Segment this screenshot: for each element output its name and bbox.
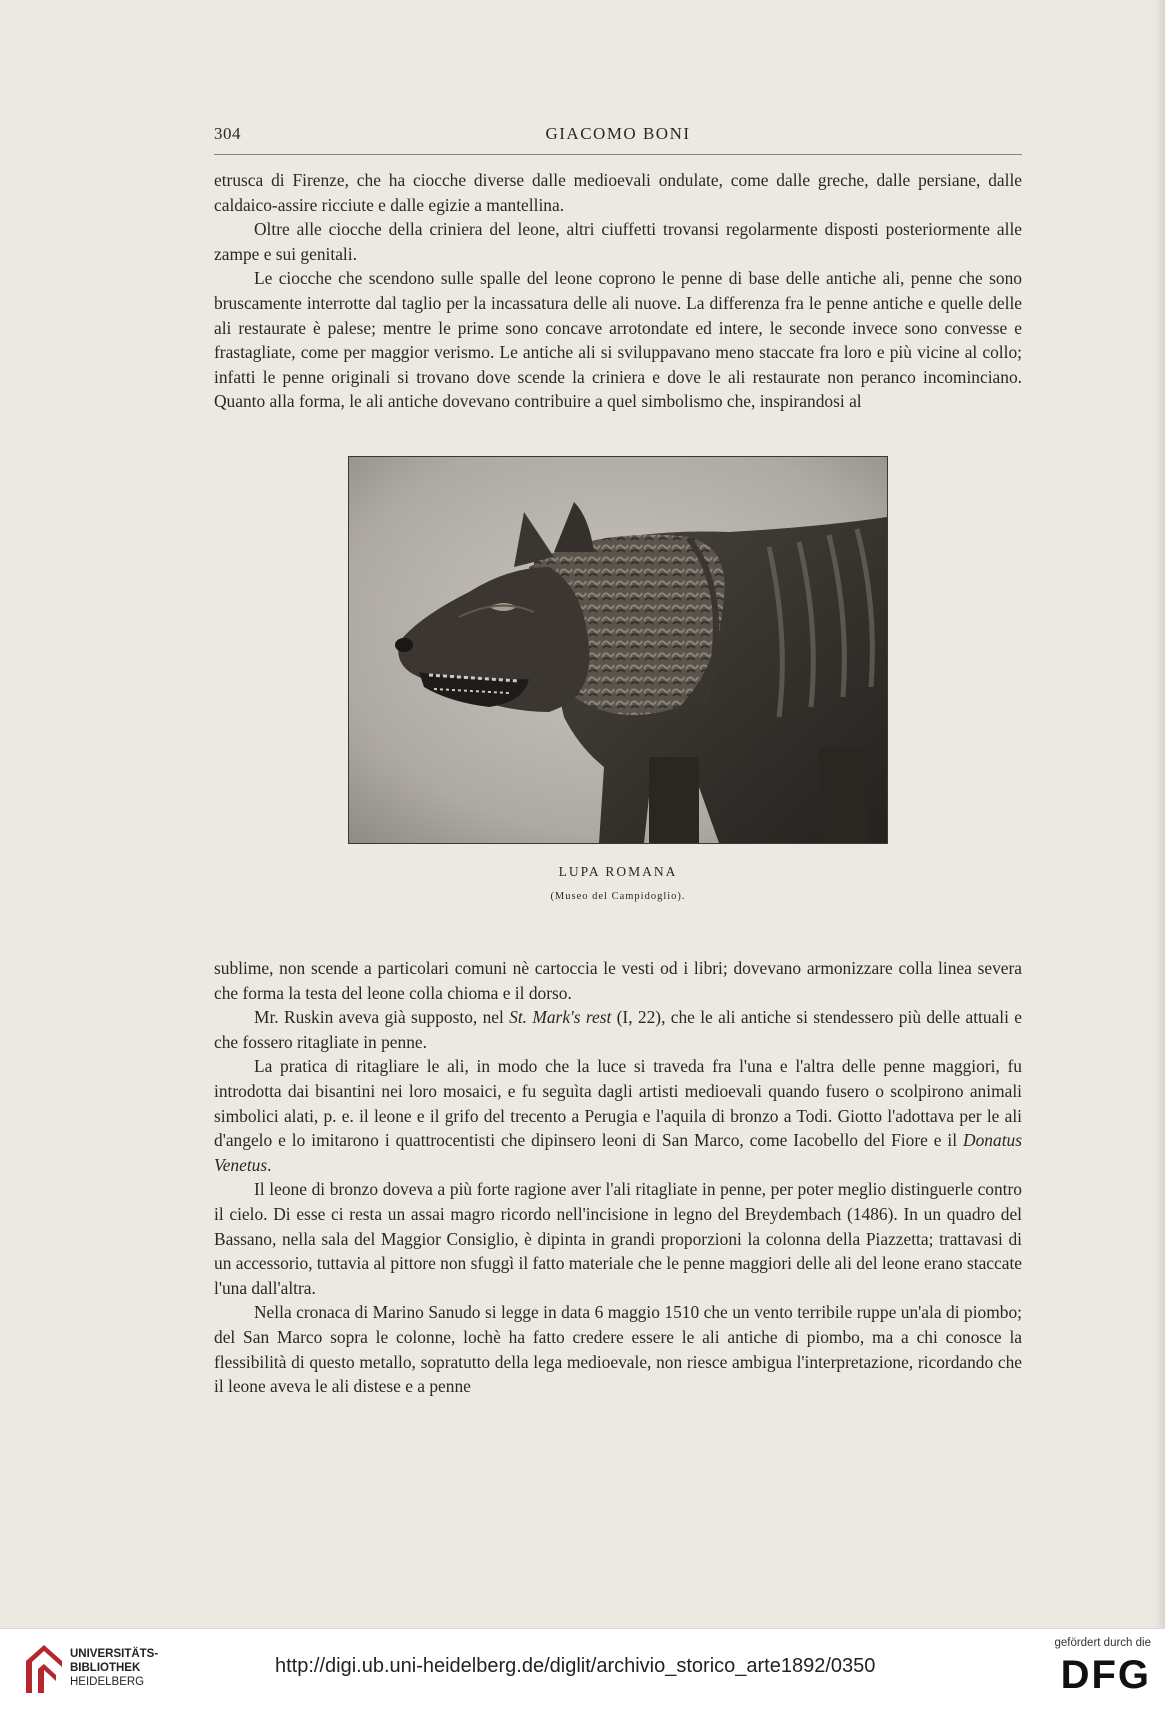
body-text-bottom (214, 956, 1022, 1399)
funder-block (1031, 1637, 1151, 1697)
page-edge-shadow (1155, 0, 1165, 1628)
library-name (70, 1647, 158, 1689)
page-number: 304 (214, 124, 241, 143)
text-run: . (267, 1154, 272, 1175)
paragraph: Le ciocche che scendono sulle spalle del leone coprono le penne di base delle antiche ali, penne che sono bruscamente interrotte dal taglio per la incassatura delle ali nuove. La differenza fra le penne antiche e quelle delle ali restaurate è palese; mentre le prime sono concave arrotondate ed intere, le seconde invece sono convesse e frastagliate, come per maggior verismo. Le antiche ali si sviluppavano meno staccate fra loro e più vicine al collo; infatti le penne originali si trovano dove scende la criniera e dove le ali restaurate non peranco incominciano. Quanto alla forma, le ali antiche dovevano contribuire a quel simbolismo che, inspirandosi al (214, 268, 1022, 412)
paragraph (214, 1054, 1022, 1177)
text-run: Mr. Ruskin aveva già supposto, nel (254, 1007, 510, 1028)
paragraph: sublime, non scende a particolari comuni nè cartoccia le vesti od i libri; dovevano armonizzare colla linea severa che forma la testa del leone colla chioma e il dorso. (214, 958, 1022, 1003)
running-title: GIACOMO BONI (545, 124, 691, 143)
italic-title: St. Mark's rest (509, 1007, 612, 1028)
library-name-line1: UNIVERSITÄTS- (70, 1648, 159, 1660)
paragraph: Il leone di bronzo doveva a più forte ragione aver l'ali ritagliate in penne, per poter meglio distinguerle contro il cielo. Di esse ci resta un assai magro ricordo nell'incisione in legno del Breydembach (1486). In un quadro del Bassano, nella sala del Maggior Consiglio, è dipinta in grandi proporzioni la colonna della Piazzetta; trattavasi di un accessorio, tuttavia al pittore non sfuggì il fatto materiale che le penne maggiori delle ali del leone erano staccate l'una dall'altra. (214, 1179, 1022, 1298)
funder-label: gefördert durch die (1054, 1637, 1151, 1649)
library-name-line3: HEIDELBERG (70, 1676, 145, 1688)
dfg-logo-icon: DFG (1060, 1653, 1151, 1697)
university-library-logo-icon (22, 1641, 66, 1697)
body-text-top (214, 168, 1022, 414)
paragraph (214, 1005, 1022, 1054)
italic-title: Donatus Venetus (214, 1130, 1022, 1175)
paragraph: Oltre alle ciocche della criniera del leone, altri ciuffetti trovansi regolarmente disposti posteriormente alle zampe e sui genitali. (214, 219, 1022, 264)
permalink-url[interactable]: http://digi.ub.uni-heidelberg.de/diglit/archivio_storico_arte1892/0350 (275, 1655, 876, 1677)
figure-caption: LUPA ROMANA (558, 864, 678, 879)
wolf-sculpture-illustration (349, 457, 887, 843)
paragraph: etrusca di Firenze, che ha ciocche diverse dalle medioevali ondulate, come dalle greche, dalle persiane, dalle caldaico-assire ricciute e dalle egizie a mantellina. (214, 170, 1022, 215)
library-name-line2: BIBLIOTHEK (70, 1662, 141, 1674)
digitization-footer (0, 1628, 1165, 1710)
running-header (214, 120, 1022, 155)
figure-subcaption: (Museo del Campidoglio). (550, 891, 686, 902)
paragraph: Nella cronaca di Marino Sanudo si legge in data 6 maggio 1510 che un vento terribile ruppe un'ala di piombo; del San Marco sopra le colonne, lochè ha fatto credere essere le ali antiche di piombo, ma a chi conosce la flessibilità di questo metallo, sopratutto della lega medioevale, non riesce ambigua l'interpretazione, ricordando che il leone aveva le ali distese e a penne (214, 1302, 1022, 1397)
text-run: (I, 22), che le ali antiche si stendessero più delle attuali e che fossero ritagliate in penne. (214, 1007, 1022, 1052)
text-run: La pratica di ritagliare le ali, in modo che la luce si traveda fra l'una e l'altra delle penne maggiori, fu introdotta dai bisantini nei loro mosaici, e fu seguìta dagli artisti medioevali quando fusero o scolpirono animali simbolici alati, p. e. il leone e il grifo del trecento a Perugia e l'aquila di bronzo a Todi. Giotto l'adottava per le ali d'angelo e lo imitarono i quattrocentisti che dipinsero leoni di San Marco, come Iacobello del Fiore e il (214, 1056, 1022, 1151)
figure-lupa-romana-photo (348, 456, 888, 844)
